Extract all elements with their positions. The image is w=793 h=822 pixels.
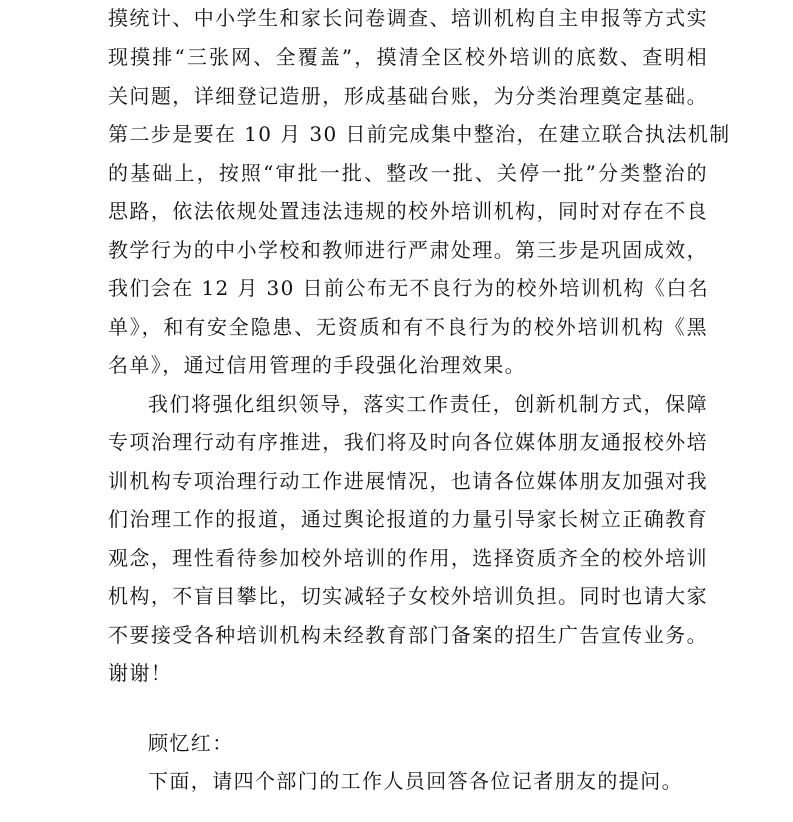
text-line: 机构，不盲目攀比，切实减轻子女校外培训负担。同时也请大家: [108, 584, 708, 608]
text-line: 单》，和有安全隐患、无资质和有不良行为的校外培训机构《黑: [108, 315, 708, 339]
text-line: 的基础上，按照“审批一批、整改一批、关停一批”分类整治的: [108, 161, 708, 185]
text-line: 思路，依法依规处置违法违规的校外培训机构，同时对存在不良: [108, 199, 708, 223]
text-line: 我们将强化组织领导，落实工作责任，创新机制方式，保障: [148, 392, 708, 416]
text-line: 训机构专项治理行动工作进展情况，也请各位媒体朋友加强对我: [108, 469, 708, 493]
speaker-label: 顾忆红：: [148, 731, 234, 755]
text-line: 谢谢！: [108, 661, 173, 685]
closing-line: 下面，请四个部门的工作人员回答各位记者朋友的提问。: [148, 769, 683, 793]
text-line: 我们会在 12 月 30 日前公布无不良行为的校外培训机构《白名: [108, 276, 710, 300]
text-line: 观念，理性看待参加校外培训的作用，选择资质齐全的校外培训: [108, 546, 708, 570]
text-line: 摸统计、中小学生和家长问卷调查、培训机构自主申报等方式实: [108, 6, 708, 30]
text-line: 教学行为的中小学校和教师进行严肃处理。第三步是巩固成效，: [108, 238, 708, 262]
text-line: 关问题，详细登记造册，形成基础台账，为分类治理奠定基础。: [108, 84, 708, 108]
text-line: 现摸排“三张网、全覆盖”，摸清全区校外培训的底数、查明相: [108, 45, 708, 69]
text-line: 第二步是要在 10 月 30 日前完成集中整治，在建立联合执法机制: [108, 122, 731, 146]
text-line: 专项治理行动有序推进，我们将及时向各位媒体朋友通报校外培: [108, 430, 708, 454]
text-line: 名单》，通过信用管理的手段强化治理效果。: [108, 353, 526, 377]
text-line: 不要接受各种培训机构未经教育部门备案的招生广告宣传业务。: [108, 623, 708, 647]
text-line: 们治理工作的报道，通过舆论报道的力量引导家长树立正确教育: [108, 507, 708, 531]
